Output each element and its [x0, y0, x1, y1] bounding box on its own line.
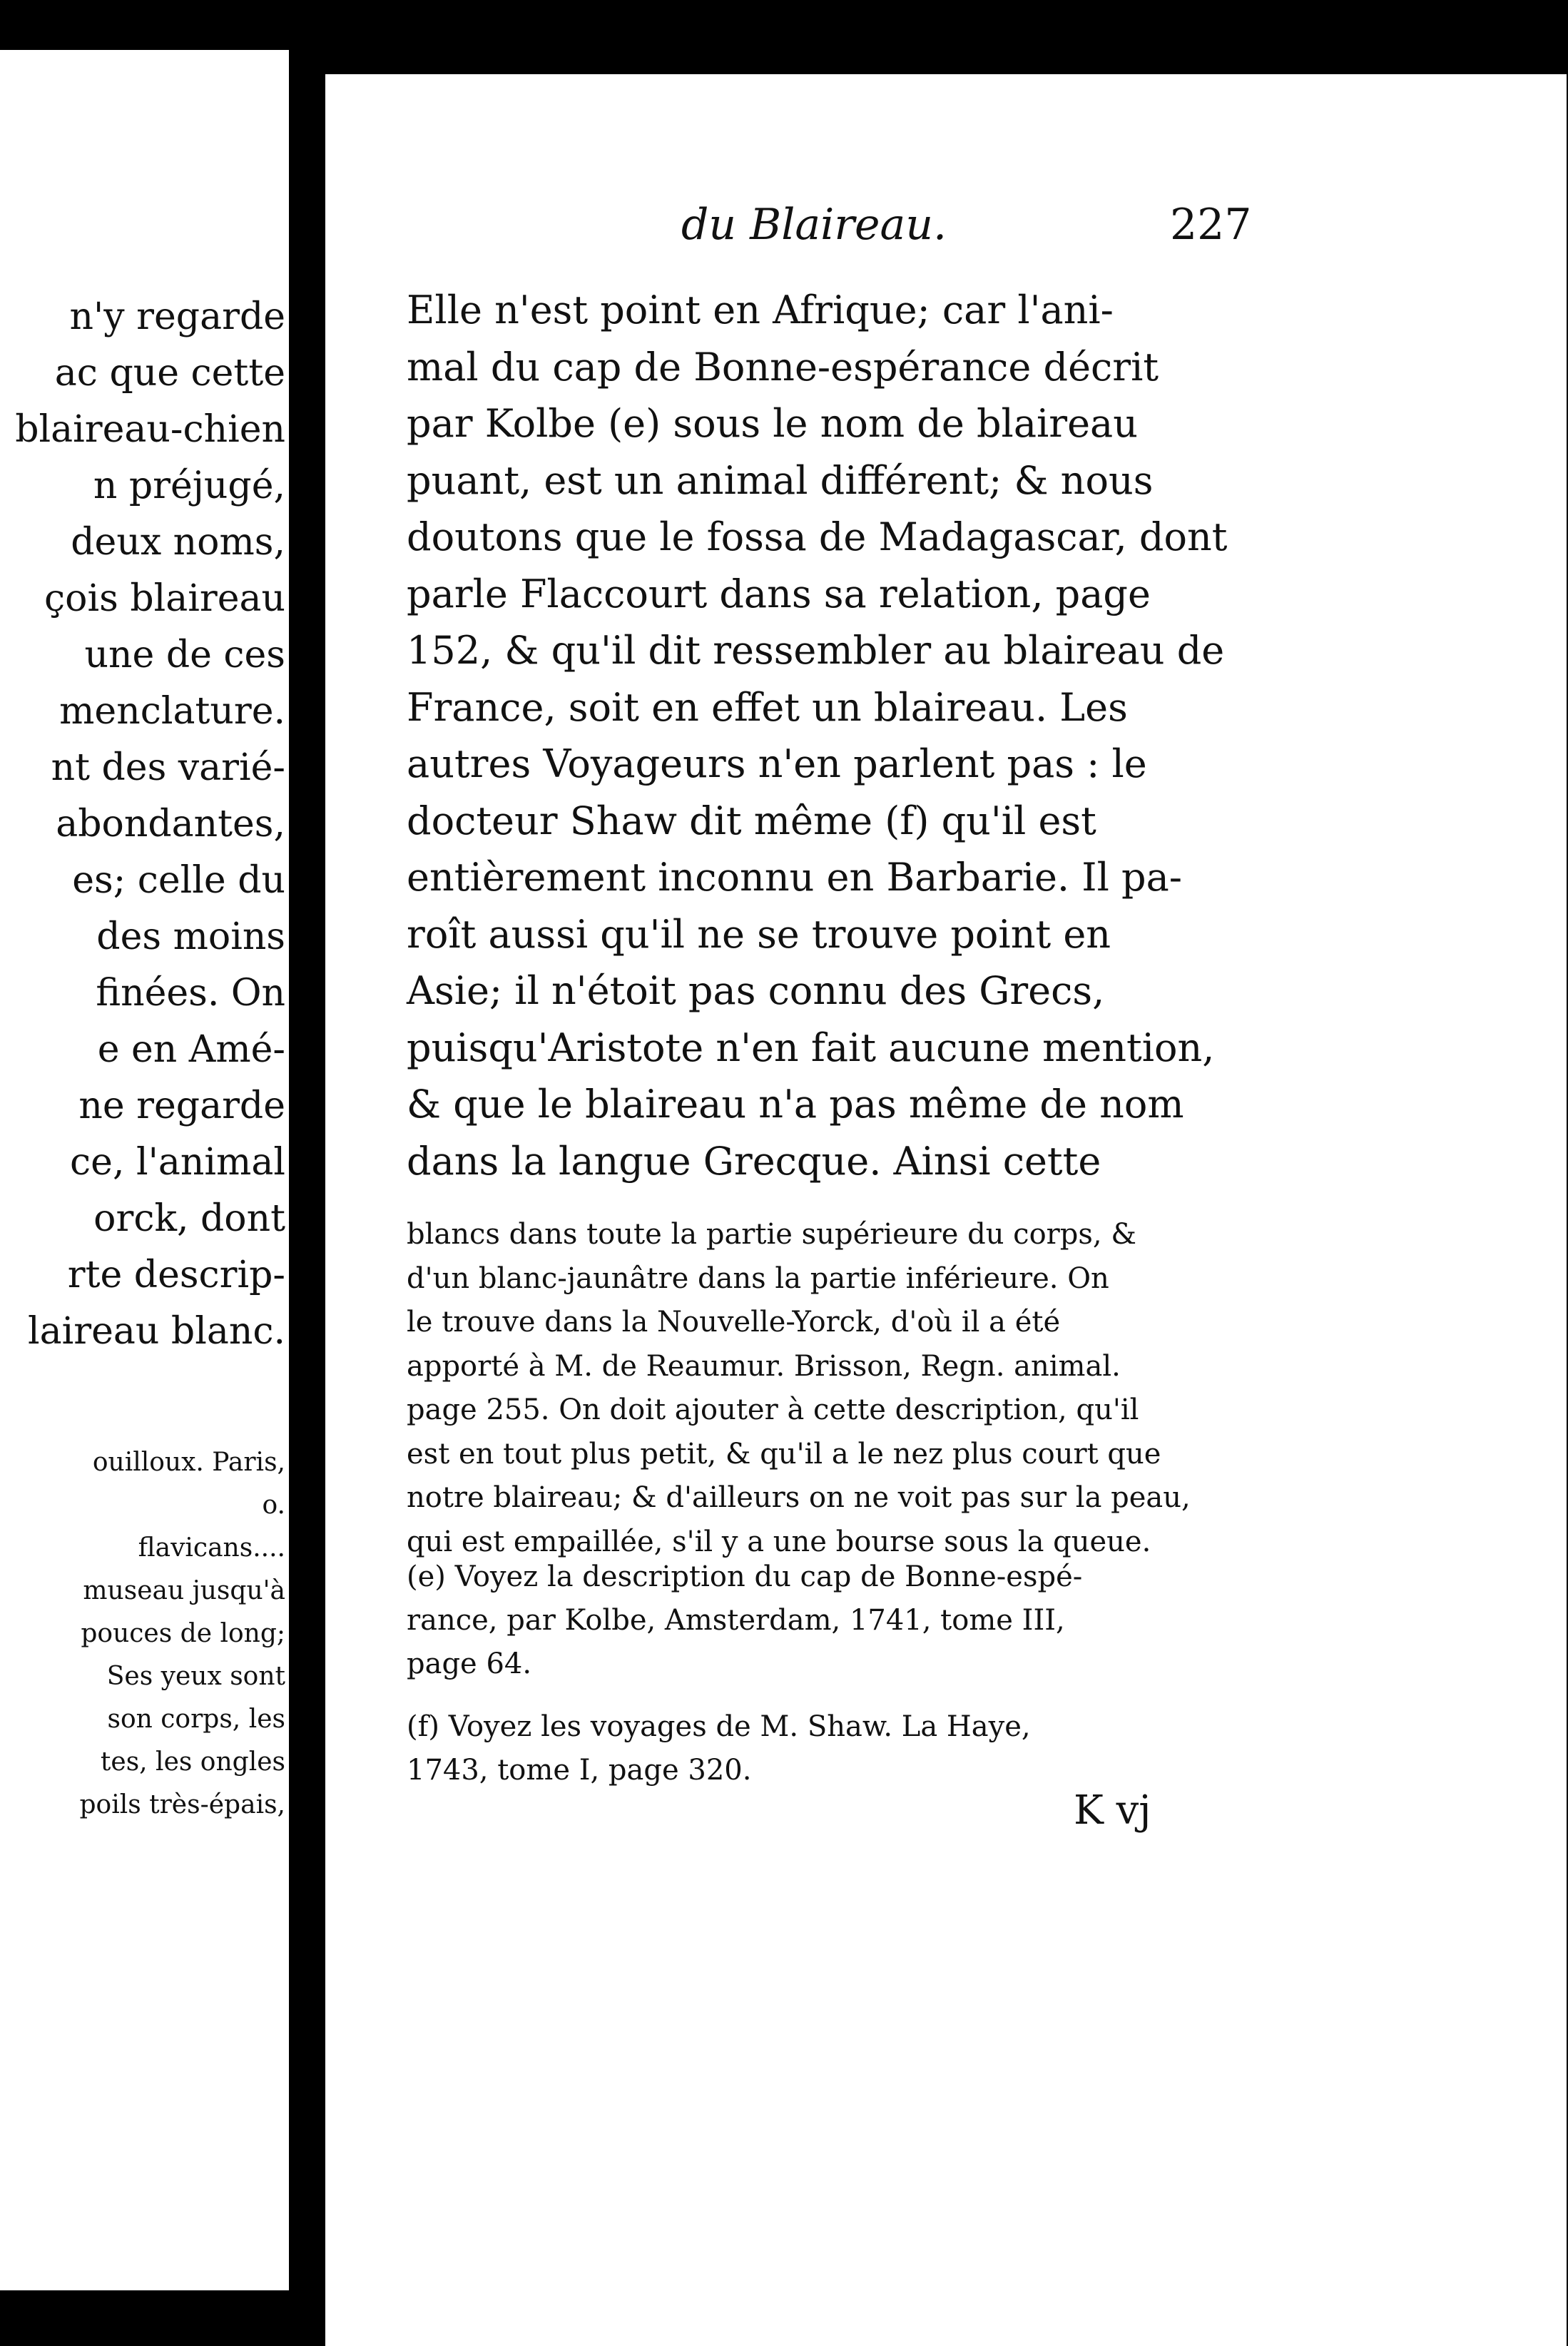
- text-line: roît aussi qu'il ne se trouve point en: [407, 911, 1111, 957]
- left-page-notes: [0, 1441, 285, 1827]
- text-line: ne regarde: [78, 1085, 285, 1127]
- text-line: deux noms,: [71, 521, 285, 564]
- text-line: puisqu'Aristote n'en fait aucune mention,: [407, 1025, 1215, 1070]
- footnote-line: (e) Voyez la description du cap de Bonne-espé-: [407, 1560, 1083, 1593]
- text-line: doutons que le fossa de Madagascar, dont: [407, 514, 1228, 559]
- note-line: museau jusqu'à: [83, 1576, 285, 1605]
- text-line: docteur Shaw dit même (f) qu'il est: [407, 798, 1096, 843]
- text-line: dans la langue Grecque. Ainsi cette: [407, 1138, 1101, 1184]
- signature-mark: K vj: [1074, 1787, 1151, 1834]
- footnote-line: rance, par Kolbe, Amsterdam, 1741, tome III,: [407, 1604, 1065, 1637]
- text-line: menclature.: [59, 690, 285, 733]
- text-line: ce, l'animal: [70, 1141, 285, 1184]
- main-text: [407, 282, 1227, 1189]
- running-head: du Blaireau.: [681, 200, 947, 250]
- footnote-line: (f) Voyez les voyages de M. Shaw. La Haye,: [407, 1710, 1031, 1743]
- text-line: parle Flaccourt dans sa relation, page: [407, 571, 1151, 616]
- text-line: une de ces: [84, 634, 285, 676]
- footnote-line: le trouve dans la Nouvelle-Yorck, d'où il a été: [407, 1306, 1061, 1339]
- note-line: pouces de long;: [81, 1619, 285, 1648]
- footnote-f: [407, 1705, 1031, 1792]
- footnote-line: d'un blanc-jaunâtre dans la partie inférieure. On: [407, 1261, 1109, 1295]
- note-line: son corps, les: [107, 1705, 285, 1734]
- text-line: mal du cap de Bonne-espérance décrit: [407, 344, 1159, 390]
- footnote-line: apporté à M. de Reaumur. Brisson, Regn. animal.: [407, 1349, 1121, 1383]
- text-line: puant, est un animal différent; & nous: [407, 457, 1154, 503]
- footnote-line: page 255. On doit ajouter à cette description, qu'il: [407, 1393, 1139, 1426]
- book-spine-gutter: [289, 0, 325, 2346]
- text-line: n préjugé,: [93, 464, 285, 507]
- note-line: ouilloux. Paris,: [92, 1448, 285, 1477]
- left-page: [0, 50, 289, 2290]
- text-line: orck, dont: [93, 1197, 285, 1240]
- text-line: Elle n'est point en Afrique; car l'ani-: [407, 288, 1114, 332]
- text-line: finées. On: [96, 972, 285, 1015]
- text-line: & que le blaireau n'a pas même de nom: [407, 1082, 1184, 1127]
- footnote-continuation: [407, 1213, 1191, 1564]
- footnote-line: qui est empaillée, s'il y a une bourse sous la queue.: [407, 1525, 1151, 1558]
- left-page-body: [0, 289, 285, 1360]
- footnote-line: 1743, tome I, page 320.: [407, 1754, 752, 1787]
- note-line: flavicans....: [138, 1533, 285, 1563]
- text-line: es; celle du: [72, 859, 285, 902]
- text-line: France, soit en effet un blaireau. Les: [407, 684, 1128, 730]
- text-line: rte descrip-: [67, 1254, 285, 1296]
- page-number: 227: [1170, 200, 1252, 250]
- footnote-line: page 64.: [407, 1647, 532, 1680]
- text-line: çois blaireau: [44, 577, 285, 620]
- text-line: autres Voyageurs n'en parlent pas : le: [407, 741, 1147, 786]
- text-line: 152, & qu'il dit ressembler au blaireau de: [407, 628, 1225, 673]
- text-line: nt des varié-: [51, 746, 285, 789]
- footnote-line: notre blaireau; & d'ailleurs on ne voit pas sur la peau,: [407, 1481, 1191, 1514]
- text-line: abondantes,: [56, 803, 285, 846]
- footnote-line: est en tout plus petit, & qu'il a le nez plus court que: [407, 1437, 1161, 1471]
- note-line: o.: [262, 1491, 285, 1520]
- text-line: des moins: [96, 915, 285, 958]
- text-line: blaireau-chien: [15, 408, 285, 451]
- footnote-line: blancs dans toute la partie supérieure du corps, &: [407, 1218, 1136, 1251]
- text-line: Asie; il n'étoit pas connu des Grecs,: [407, 968, 1105, 1013]
- text-line: laireau blanc.: [28, 1310, 285, 1353]
- note-line: poils très-épais,: [79, 1790, 285, 1819]
- text-line: e en Amé-: [97, 1028, 285, 1071]
- note-line: tes, les ongles: [100, 1747, 285, 1777]
- footnote-e: [407, 1555, 1082, 1686]
- text-line: entièrement inconnu en Barbarie. Il pa-: [407, 855, 1183, 900]
- text-line: n'y regarde: [69, 295, 285, 338]
- text-line: ac que cette: [54, 352, 285, 395]
- note-line: Ses yeux sont: [106, 1662, 285, 1691]
- text-line: par Kolbe (e) sous le nom de blaireau: [407, 401, 1139, 446]
